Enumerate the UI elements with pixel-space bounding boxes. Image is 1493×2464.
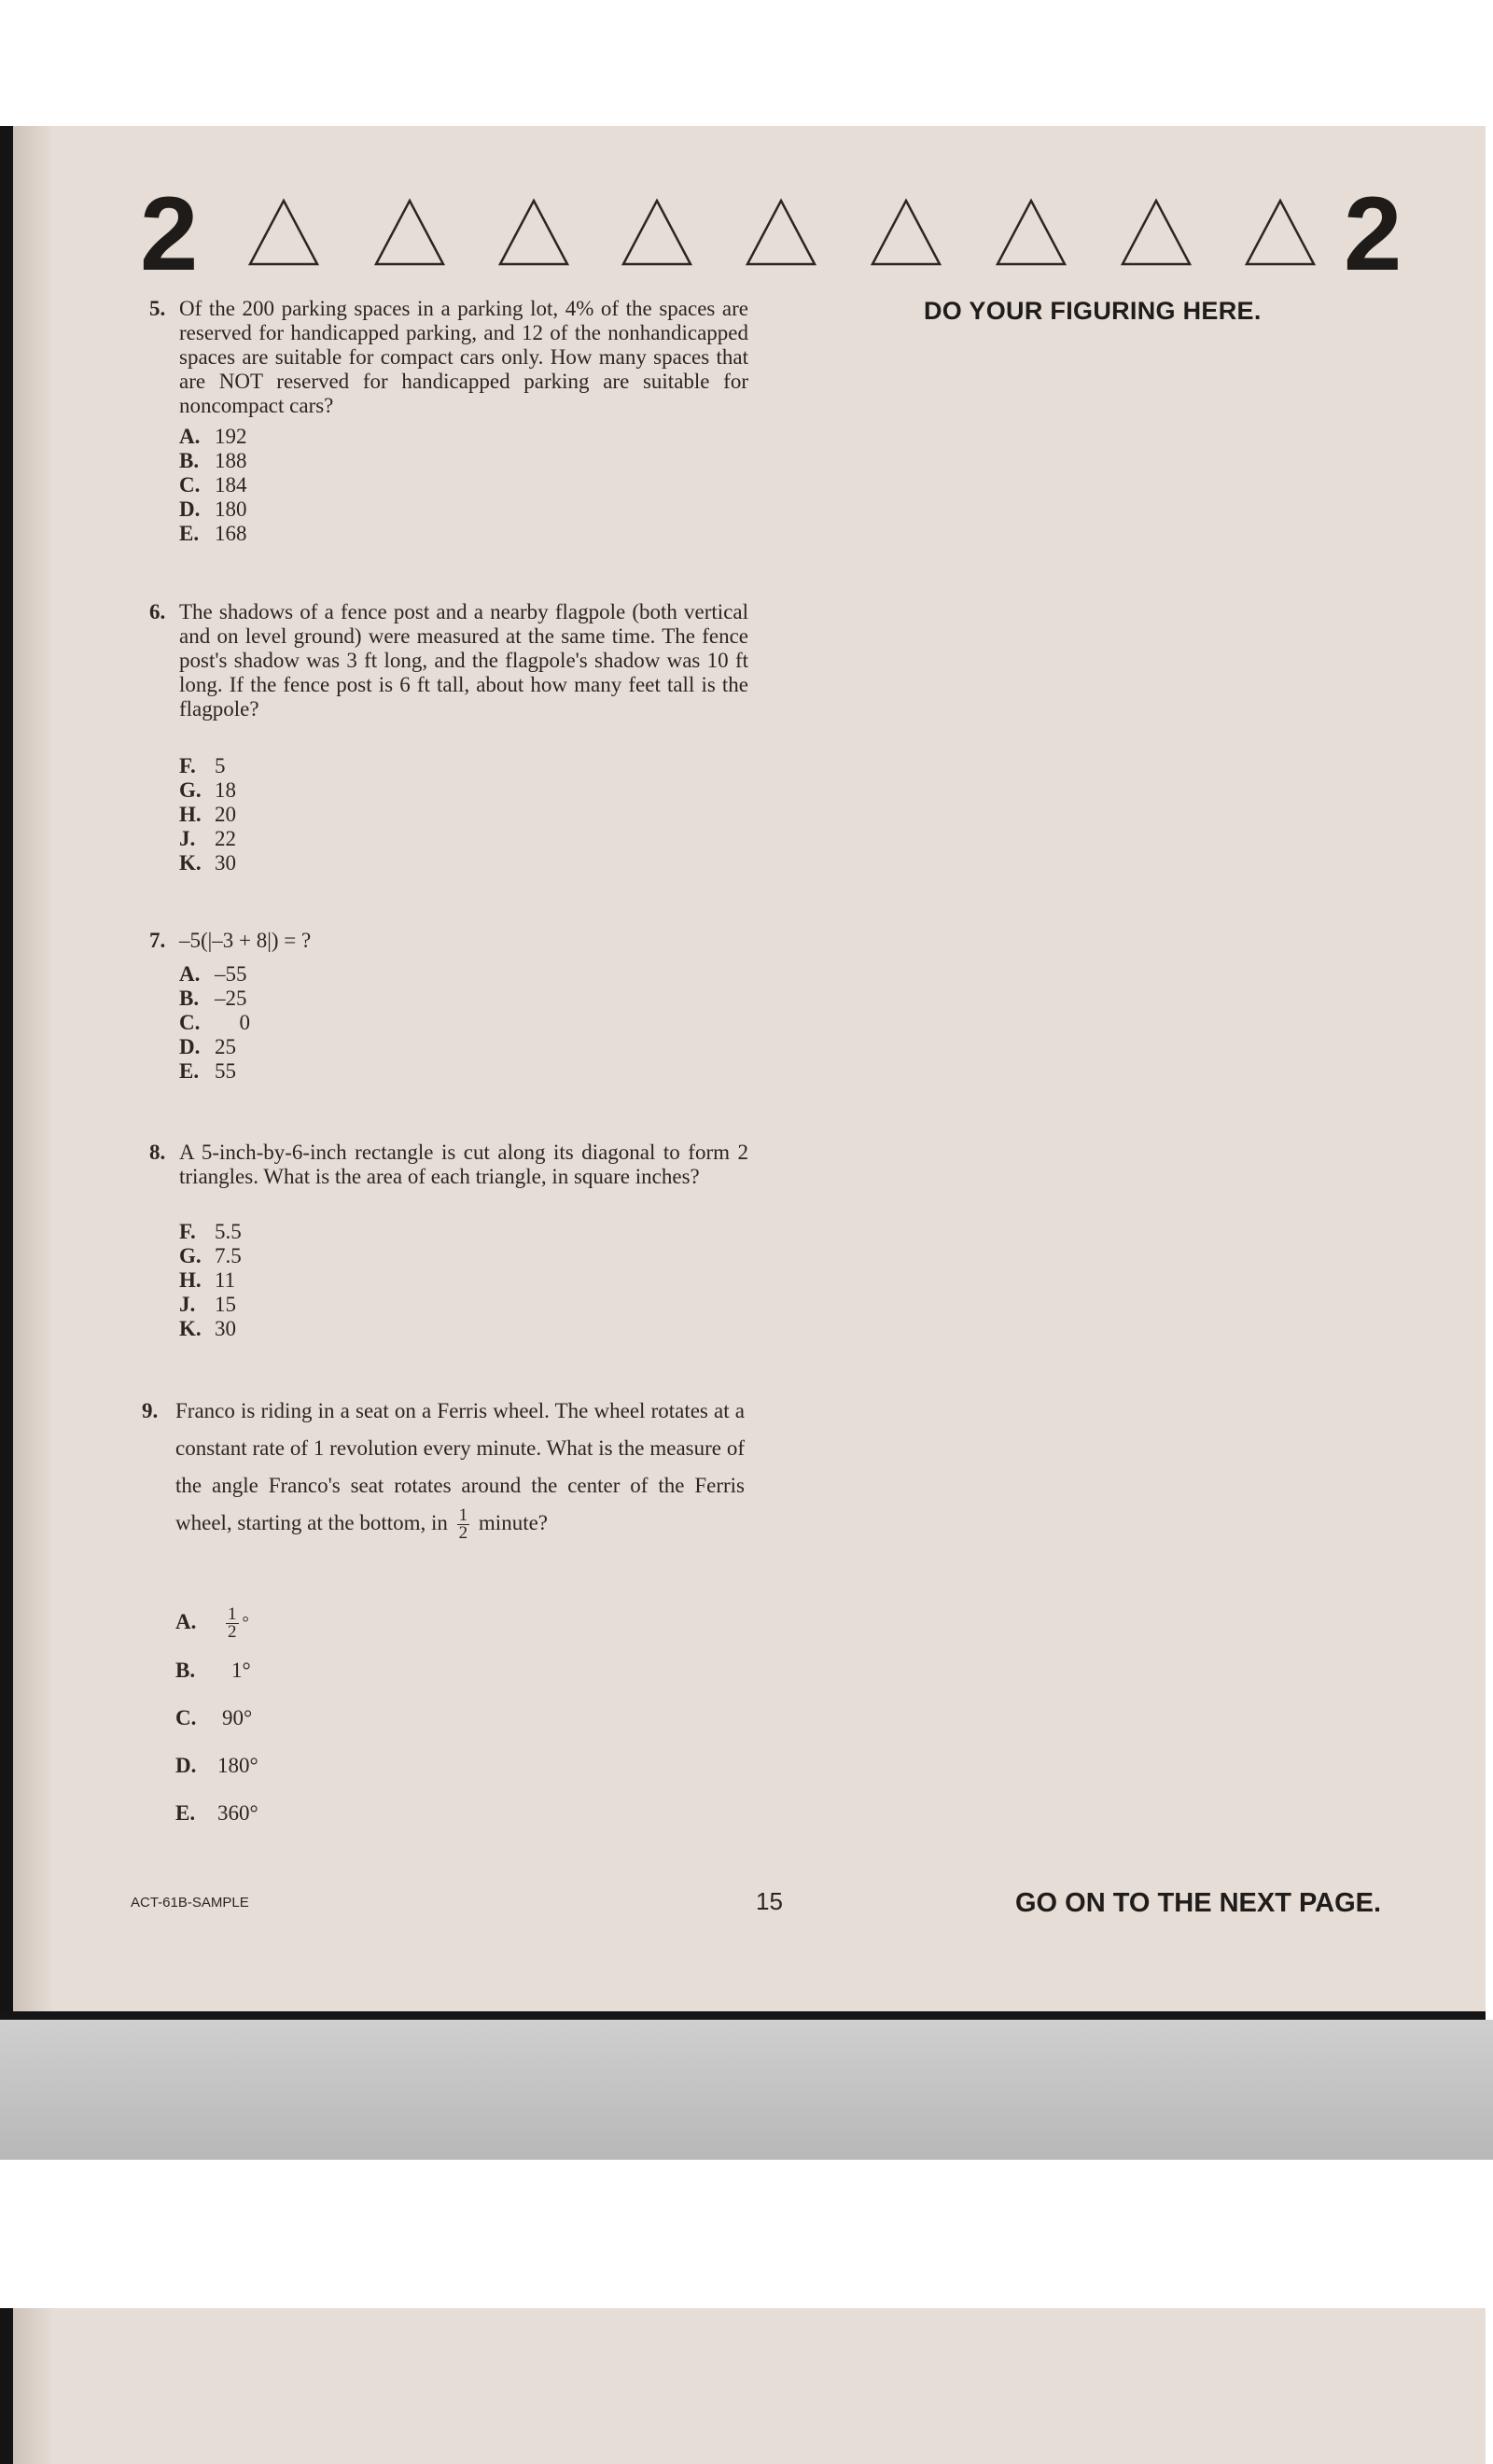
page-bottom-edge <box>0 2011 1486 2020</box>
answer-choice[interactable] <box>179 827 236 851</box>
stem-text: Franco is riding in a seat on a Ferris wheel. The wheel rotates at a constant rate of 1 revolution every minute. What is the measure of the angle Franco's seat rotates around the center of the Ferris wheel, starting at the bottom, in <box>175 1399 745 1534</box>
choice-text: 90° <box>222 1706 253 1729</box>
question-number: 7. <box>149 929 166 952</box>
choice-letter: F. <box>179 754 196 777</box>
choice-text: 11 <box>215 1268 236 1292</box>
answer-choice[interactable] <box>179 1244 242 1268</box>
choice-letter: J. <box>179 827 196 850</box>
choice-letter: J. <box>179 1293 196 1316</box>
choice-letter: E. <box>175 1801 196 1825</box>
choice-text: 55 <box>215 1059 236 1083</box>
choice-letter: B. <box>179 987 200 1010</box>
choice-letter: F. <box>179 1220 196 1243</box>
choice-text: 184 <box>215 473 247 497</box>
answer-choice[interactable] <box>179 754 226 778</box>
triangle-icon <box>745 198 817 267</box>
triangle-icon <box>870 198 942 267</box>
answer-choice[interactable] <box>179 1317 236 1341</box>
choice-letter: C. <box>179 1011 201 1034</box>
triangle-icon <box>497 198 570 267</box>
choice-letter: C. <box>179 473 201 497</box>
answer-choice[interactable] <box>179 962 247 987</box>
choice-text: –55 <box>215 962 247 986</box>
choice-letter: K. <box>179 1317 202 1340</box>
answer-choice[interactable] <box>175 1795 258 1832</box>
choice-text: 30 <box>215 1317 236 1340</box>
answer-choice[interactable] <box>179 425 247 449</box>
answer-choice[interactable] <box>179 1220 242 1244</box>
choice-letter: D. <box>179 1035 201 1058</box>
answer-choice[interactable] <box>179 497 247 522</box>
question-number: 9. <box>142 1399 159 1422</box>
choice-text: 30 <box>215 851 236 875</box>
choice-text: 18 <box>215 778 236 802</box>
choice-letter: G. <box>179 778 202 802</box>
answer-choice[interactable] <box>175 1603 249 1641</box>
answer-choice[interactable] <box>179 778 236 803</box>
choice-letter: D. <box>179 497 201 521</box>
scan-margin <box>0 2160 1493 2308</box>
answer-choice[interactable] <box>179 1293 236 1317</box>
triangle-icon <box>1120 198 1193 267</box>
form-code: ACT-61B-SAMPLE <box>131 1895 249 1911</box>
choice-text: 192 <box>215 425 247 448</box>
section-number-right: 2 <box>1344 175 1402 292</box>
choice-text: 360° <box>217 1801 258 1825</box>
choice-letter: E. <box>179 1059 200 1083</box>
question-stem: –5(|–3 + 8|) = ? <box>179 929 312 952</box>
question-number: 5. <box>149 297 166 320</box>
choice-text: 180 <box>215 497 247 521</box>
choice-text: 22 <box>215 827 236 850</box>
next-page-instruction: GO ON TO THE NEXT PAGE. <box>1015 1888 1382 1918</box>
choice-text: 7.5 <box>215 1244 242 1267</box>
stem-text-end: minute? <box>478 1511 549 1534</box>
choice-letter: B. <box>175 1659 196 1682</box>
choice-text: 5.5 <box>215 1220 242 1243</box>
triangle-icon <box>373 198 446 267</box>
answer-choice[interactable] <box>179 851 236 875</box>
answer-choice[interactable] <box>179 1268 235 1293</box>
question-number: 6. <box>149 600 166 623</box>
answer-choice[interactable] <box>179 1059 236 1084</box>
scanner-background <box>0 2020 1493 2160</box>
answer-choice[interactable] <box>179 987 247 1011</box>
question-number: 8. <box>149 1141 166 1164</box>
page-number: 15 <box>756 1887 783 1915</box>
choice-letter: C. <box>175 1706 197 1729</box>
choice-text: 15 <box>215 1293 236 1316</box>
choice-letter: A. <box>179 425 201 448</box>
choice-letter: A. <box>175 1610 197 1633</box>
answer-choice[interactable] <box>179 522 247 546</box>
choice-text: 20 <box>215 803 236 826</box>
choice-text: –25 <box>215 987 247 1010</box>
scratch-area-label: DO YOUR FIGURING HERE. <box>924 297 1262 325</box>
choice-fraction: $\frac{1}{2}$ <box>228 1604 237 1643</box>
choice-letter: D. <box>175 1754 197 1777</box>
answer-choice[interactable] <box>175 1747 258 1785</box>
choice-text: 1° <box>231 1659 251 1682</box>
choice-letter: E. <box>179 522 200 545</box>
question-stem: A 5-inch-by-6-inch rectangle is cut along its diagonal to form 2 triangles. What is the area of each triangle, in square inches? <box>179 1141 748 1188</box>
stem-fraction: $\frac{1}{2}$ <box>458 1505 468 1544</box>
choice-letter: B. <box>179 449 200 472</box>
answer-choice[interactable] <box>179 449 247 473</box>
question-stem: The shadows of a fence post and a nearby flagpole (both vertical and on level ground) were measured at the same time. The fence post's shadow was 3 ft long, and the flagpole's shadow was 10 ft long. If the fence post is 6 ft tall, about how many feet tall is the flagpole? <box>179 600 748 721</box>
choice-text: 188 <box>215 449 247 472</box>
answer-choice[interactable] <box>179 1035 236 1059</box>
choice-letter: H. <box>179 1268 202 1292</box>
question-stem: Of the 200 parking spaces in a parking lot, 4% of the spaces are reserved for handicapped parking, and 12 of the nonhandicapped spaces are suitable for compact cars only. How many spaces that are NOT reserved for handicapped parking are suitable for noncompact cars? <box>179 297 748 417</box>
answer-choice[interactable] <box>175 1700 252 1737</box>
choice-text: 168 <box>215 522 247 545</box>
triangle-icon <box>247 198 320 267</box>
answer-choice[interactable] <box>179 473 247 497</box>
choice-text: ° <box>242 1613 249 1631</box>
triangle-icon <box>1244 198 1317 267</box>
choice-letter: H. <box>179 803 202 826</box>
answer-choice[interactable] <box>175 1652 251 1689</box>
choice-text: 5 <box>215 754 226 777</box>
choice-letter: G. <box>179 1244 202 1267</box>
section-number-left: 2 <box>140 175 199 292</box>
choice-text: 180° <box>217 1754 258 1777</box>
choice-letter: K. <box>179 851 202 875</box>
choice-text: 0 <box>239 1011 250 1034</box>
question-stem <box>175 1393 745 1542</box>
answer-choice[interactable] <box>179 803 236 827</box>
triangle-icon <box>621 198 693 267</box>
answer-choice[interactable] <box>179 1011 250 1035</box>
choice-text: 25 <box>215 1035 236 1058</box>
triangle-icon <box>995 198 1067 267</box>
choice-letter: A. <box>179 962 201 986</box>
